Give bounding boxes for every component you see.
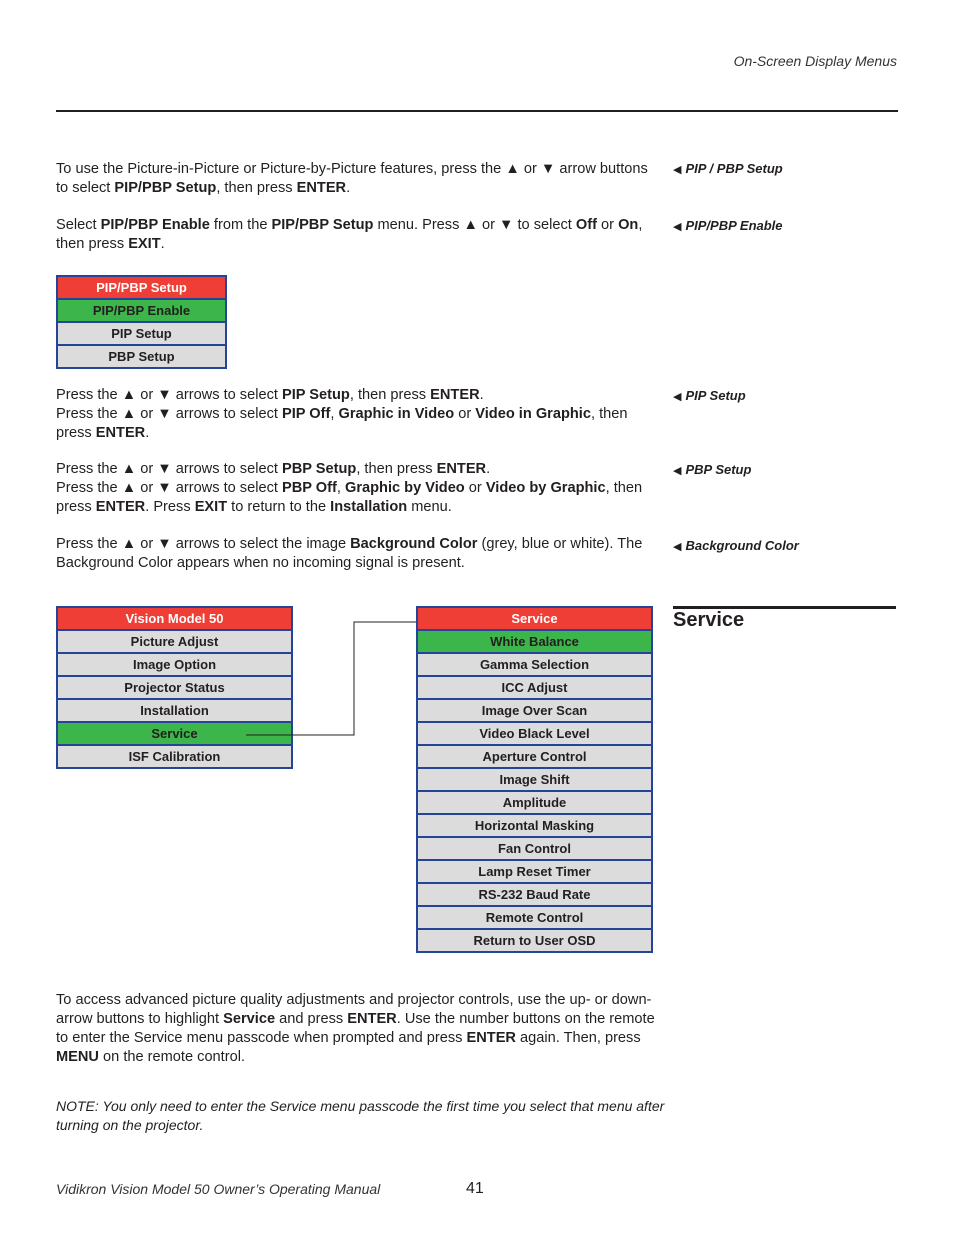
menu-item-image-option[interactable]: Image Option <box>58 654 291 675</box>
service-menu <box>416 606 653 953</box>
page-number: 41 <box>466 1180 484 1197</box>
side-label-pbp-setup: ◀ PBP Setup <box>673 462 752 477</box>
pointer-icon: ◀ <box>673 221 682 233</box>
menu-item-icc-adjust[interactable]: ICC Adjust <box>418 677 651 698</box>
menu-item-isf-calibration[interactable]: ISF Calibration <box>58 746 291 767</box>
menu-item-rs232-baud-rate[interactable]: RS-232 Baud Rate <box>418 884 651 905</box>
menu-item-installation[interactable]: Installation <box>58 700 291 721</box>
paragraph-service-access: To access advanced picture quality adjustments and projector controls, use the up- or down-arrow buttons to highlight Service and press ENTER. Use the number buttons on the remote to enter the Service menu passcode when prompted and press ENTER again. Then, press MENU on the remote control. <box>56 992 655 1065</box>
footer-manual-title: Vidikron Vision Model 50 Owner’s Operating Manual <box>56 1181 381 1197</box>
menu-item-image-over-scan[interactable]: Image Over Scan <box>418 700 651 721</box>
menu-item-projector-status[interactable]: Projector Status <box>58 677 291 698</box>
paragraph-pip-setup: Press the ▲ or ▼ arrows to select PIP Setup, then press ENTER. Press the ▲ or ▼ arrows to select PIP Off, Graphic in Video or Video in Graphic, then press ENTER. <box>56 387 628 441</box>
menu-item-pip-pbp-setup[interactable]: PIP/PBP Setup <box>58 277 225 298</box>
menu-item-service-title[interactable]: Service <box>418 608 651 629</box>
pointer-icon: ◀ <box>673 465 682 477</box>
menu-item-image-shift[interactable]: Image Shift <box>418 769 651 790</box>
menu-item-return-to-user-osd[interactable]: Return to User OSD <box>418 930 651 951</box>
menu-item-vision-model-50[interactable]: Vision Model 50 <box>58 608 291 629</box>
paragraph-pip-enable: Select PIP/PBP Enable from the PIP/PBP Setup menu. Press ▲ or ▼ to select Off or On, then press EXIT. <box>56 217 643 252</box>
menu-item-remote-control[interactable]: Remote Control <box>418 907 651 928</box>
paragraph-pip-intro: To use the Picture-in-Picture or Picture-by-Picture features, press the ▲ or ▼ arrow buttons to select PIP/PBP Setup, then press ENTER. <box>56 161 648 196</box>
pointer-icon: ◀ <box>673 391 682 403</box>
menu-item-video-black-level[interactable]: Video Black Level <box>418 723 651 744</box>
menu-item-pbp-setup[interactable]: PBP Setup <box>58 346 225 367</box>
menu-item-horizontal-masking[interactable]: Horizontal Masking <box>418 815 651 836</box>
note-text: NOTE: You only need to enter the Service menu passcode the first time you select that menu after turning on the projector. <box>56 1098 665 1133</box>
pointer-icon: ◀ <box>673 164 682 176</box>
menu-item-fan-control[interactable]: Fan Control <box>418 838 651 859</box>
menu-item-picture-adjust[interactable]: Picture Adjust <box>58 631 291 652</box>
menu-item-pip-setup[interactable]: PIP Setup <box>58 323 225 344</box>
running-header: On-Screen Display Menus <box>733 53 897 69</box>
menu-item-aperture-control[interactable]: Aperture Control <box>418 746 651 767</box>
menu-item-service[interactable]: Service <box>58 723 291 744</box>
section-heading-service: Service <box>673 609 745 631</box>
menu-item-pip-pbp-enable[interactable]: PIP/PBP Enable <box>58 300 225 321</box>
menu-item-amplitude[interactable]: Amplitude <box>418 792 651 813</box>
side-label-pip-pbp-enable: ◀ PIP/PBP Enable <box>673 218 783 233</box>
side-label-pip-pbp-setup: ◀ PIP / PBP Setup <box>673 161 783 176</box>
menu-item-gamma-selection[interactable]: Gamma Selection <box>418 654 651 675</box>
menu-item-white-balance[interactable]: White Balance <box>418 631 651 652</box>
side-label-pip-setup: ◀ PIP Setup <box>673 388 746 403</box>
paragraph-pbp-setup: Press the ▲ or ▼ arrows to select PBP Setup, then press ENTER. Press the ▲ or ▼ arrows to select PBP Off, Graphic by Video or Video by Graphic, then press ENTER. Press EXIT to return to the Installation menu. <box>56 461 643 515</box>
paragraph-background-color: Press the ▲ or ▼ arrows to select the image Background Color (grey, blue or white). The Background Color appears when no incoming signal is present. <box>56 536 643 571</box>
side-label-background-color: ◀ Background Color <box>673 538 799 553</box>
menu-item-lamp-reset-timer[interactable]: Lamp Reset Timer <box>418 861 651 882</box>
pointer-icon: ◀ <box>673 541 682 553</box>
